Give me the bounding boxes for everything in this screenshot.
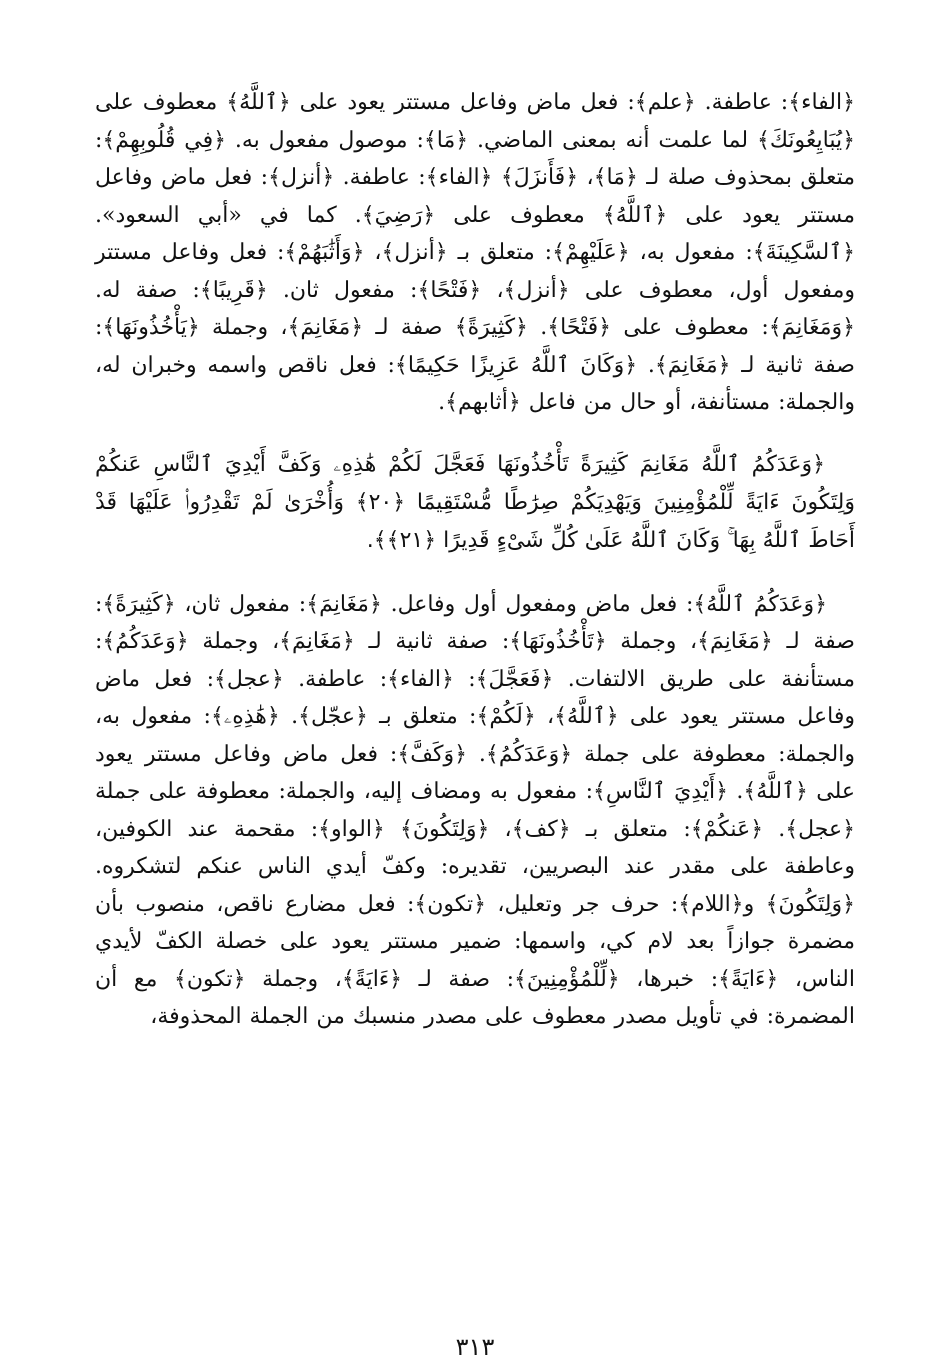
page-content bbox=[95, 84, 855, 1325]
quran-verse: ﴿وَعَدَكُمُ ٱللَّهُ مَغَانِمَ كَثِيرَةً تَأْخُذُونَهَا فَعَجَّلَ لَكُمْ هَٰذِهِۦ وَكَفَّ أَيْدِيَ ٱلنَّاسِ عَنكُمْ وَلِتَكُونَ ءَايَةً لِّلْمُؤْمِنِينَ وَيَهْدِيَكُمْ صِرَٰطًا مُّسْتَقِيمًا ﴿٢٠﴾ وَأُخْرَىٰ لَمْ تَقْدِرُوا۟ عَلَيْهَا قَدْ أَحَاطَ ٱللَّهُ بِهَا ۚ وَكَانَ ٱللَّهُ عَلَىٰ كُلِّ شَىْءٍ قَدِيرًا ﴿٢١﴾﴾. bbox=[95, 451, 855, 553]
commentary-paragraph-1: ﴿الفاء﴾: عاطفة. ﴿علم﴾: فعل ماض وفاعل مستتر يعود على ﴿ٱللَّهُ﴾ معطوف على ﴿يُبَايِعُونَكَ﴾ لما علمت أنه بمعنى الماضي. ﴿مَا﴾: موصول مفعول به. ﴿فِي قُلُوبِهِمْ﴾: متعلق بمحذوف صلة لـ ﴿مَا﴾، ﴿فَأَنزَلَ﴾ ﴿الفاء﴾: عاطفة. ﴿أنزل﴾: فعل ماض وفاعل مستتر يعود على ﴿ٱللَّهُ﴾ معطوف على ﴿رَضِيَ﴾. كما في «أبي السعود». ﴿ٱلسَّكِينَةَ﴾: مفعول به، ﴿عَلَيْهِمْ﴾: متعلق بـ ﴿أنزل﴾، ﴿وَأَثَٰبَهُمْ﴾: فعل وفاعل مستتر ومفعول أول، معطوف على ﴿أنزل﴾، ﴿فَتْحًا﴾: مفعول ثان. ﴿قَرِيبًا﴾: صفة له. ﴿وَمَغَانِمَ﴾: معطوف على ﴿فَتْحًا﴾. ﴿كَثِيرَةً﴾ صفة لـ ﴿مَغَانِمَ﴾، وجملة ﴿يَأْخُذُونَهَا﴾: صفة ثانية لـ ﴿مَغَانِمَ﴾. ﴿وَكَانَ ٱللَّهُ عَزِيزًا حَكِيمًا﴾: فعل ناقص واسمه وخبران له، والجملة: مستأنفة، أو حال من فاعل ﴿أثابهم﴾. bbox=[95, 90, 855, 415]
page-number: ٣١٣ bbox=[455, 1333, 495, 1361]
commentary-paragraph-2: ﴿وَعَدَكُمُ ٱللَّهُ﴾: فعل ماض ومفعول أول وفاعل. ﴿مَغَانِمَ﴾: مفعول ثان، ﴿كَثِيرَةً﴾: صفة لـ ﴿مَغَانِمَ﴾، وجملة ﴿تَأْخُذُونَهَا﴾: صفة ثانية لـ ﴿مَغَانِمَ﴾، وجملة ﴿وَعَدَكُمُ﴾: مستأنفة على طريق الالتفات. ﴿فَعَجَّلَ﴾: ﴿الفاء﴾: عاطفة. ﴿عجل﴾: فعل ماض وفاعل مستتر يعود على ﴿ٱللَّهُ﴾، ﴿لَكُمْ﴾: متعلق بـ ﴿عجّل﴾. ﴿هَٰذِهِۦ﴾: مفعول به، والجملة: معطوفة على جملة ﴿وَعَدَكُمُ﴾. ﴿وَكَفَّ﴾: فعل ماض وفاعل مستتر يعود على ﴿ٱللَّهُ﴾. ﴿أَيْدِيَ ٱلنَّاسِ﴾: مفعول به ومضاف إليه، والجملة: معطوفة على جملة ﴿عجل﴾. ﴿عَنكُمْ﴾: متعلق بـ ﴿كف﴾، ﴿وَلِتَكُونَ﴾ ﴿الواو﴾: مقحمة عند الكوفين، وعاطفة على مقدر عند البصريين، تقديره: وكفّ أيدي الناس عنكم لتشكروه. ﴿وَلِتَكُونَ﴾ و﴿اللام﴾: حرف جر وتعليل، ﴿تكون﴾: فعل مضارع ناقص، منصوب بأن مضمرة جوازاً بعد لام كي، واسمها: ضمير مستتر يعود على خصلة الكفّ لأيدي الناس، ﴿ءَايَةً﴾: خبرها، ﴿لِّلْمُؤْمِنِينَ﴾: صفة لـ ﴿ءَايَةً﴾، وجملة ﴿تكون﴾ مع أن المضمرة: في تأويل مصدر معطوف على مصدر منسبك من الجملة المحذوفة، bbox=[95, 591, 855, 1029]
